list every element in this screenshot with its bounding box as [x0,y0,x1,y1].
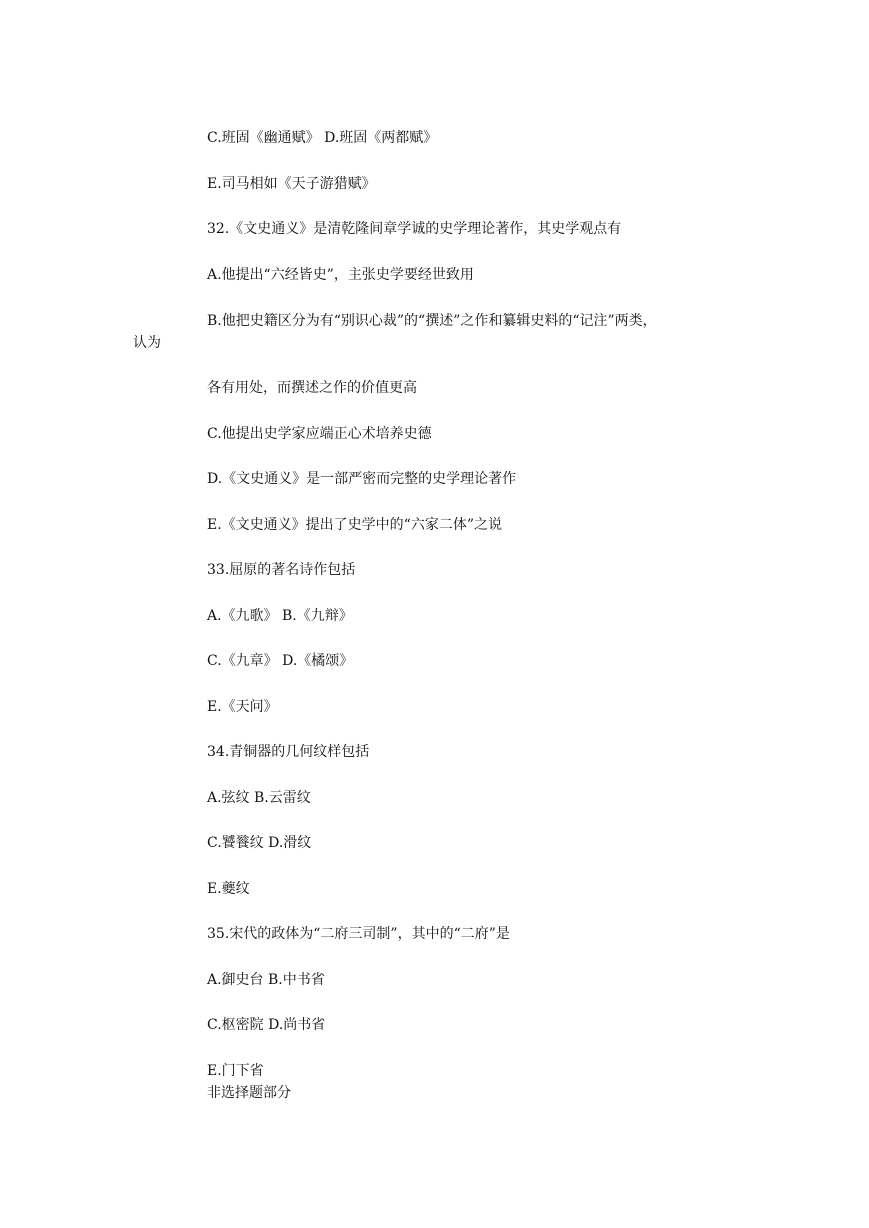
option-line-35-ab: A.御史台 B.中书省 [207,972,325,988]
option-line-33-cd: C.《九章》 D.《橘颂》 [207,653,354,669]
option-line-32-e: E.《文史通义》提出了史学中的“六家二体”之说 [207,517,502,533]
question-33: 33.屈原的著名诗作包括 [207,562,356,578]
option-line-33-e: E.《天问》 [207,699,278,715]
option-line-34-e: E.夔纹 [207,881,250,897]
question-32: 32.《文史通义》是清乾隆间章学诚的史学理论著作，其史学观点有 [207,221,622,237]
option-line-34-cd: C.饕餮纹 D.滑纹 [207,835,312,851]
question-35: 35.宋代的政体为“二府三司制”，其中的“二府”是 [207,926,510,942]
option-line-35-cd: C.枢密院 D.尚书省 [207,1017,326,1033]
option-line-32-c: C.他提出史学家应端正心术培养史德 [207,426,432,442]
option-line-32-a: A.他提出“六经皆史”，主张史学要经世致用 [207,267,474,283]
option-line-32-b: B.他把史籍区分为有“别识心裁”的“撰述”之作和纂辑史料的“记注”两类， [207,313,657,329]
option-line-32-d: D.《文史通义》是一部严密而完整的史学理论著作 [207,471,517,487]
option-line-31-cd: C.班固《幽通赋》 D.班固《两都赋》 [207,130,438,146]
option-line-34-ab: A.弦纹 B.云雷纹 [207,790,311,806]
option-line-35-e: E.门下省 [207,1063,264,1079]
option-line-33-ab: A.《九歌》 B.《九辩》 [207,608,353,624]
section-heading: 非选择题部分 [207,1085,291,1101]
question-34: 34.青铜器的几何纹样包括 [207,744,370,760]
option-line-31-e: E.司马相如《天子游猎赋》 [207,176,376,192]
option-line-32-b-cont: 各有用处，而撰述之作的价值更高 [207,380,417,396]
option-line-32-b-wrap: 认为 [133,335,161,351]
